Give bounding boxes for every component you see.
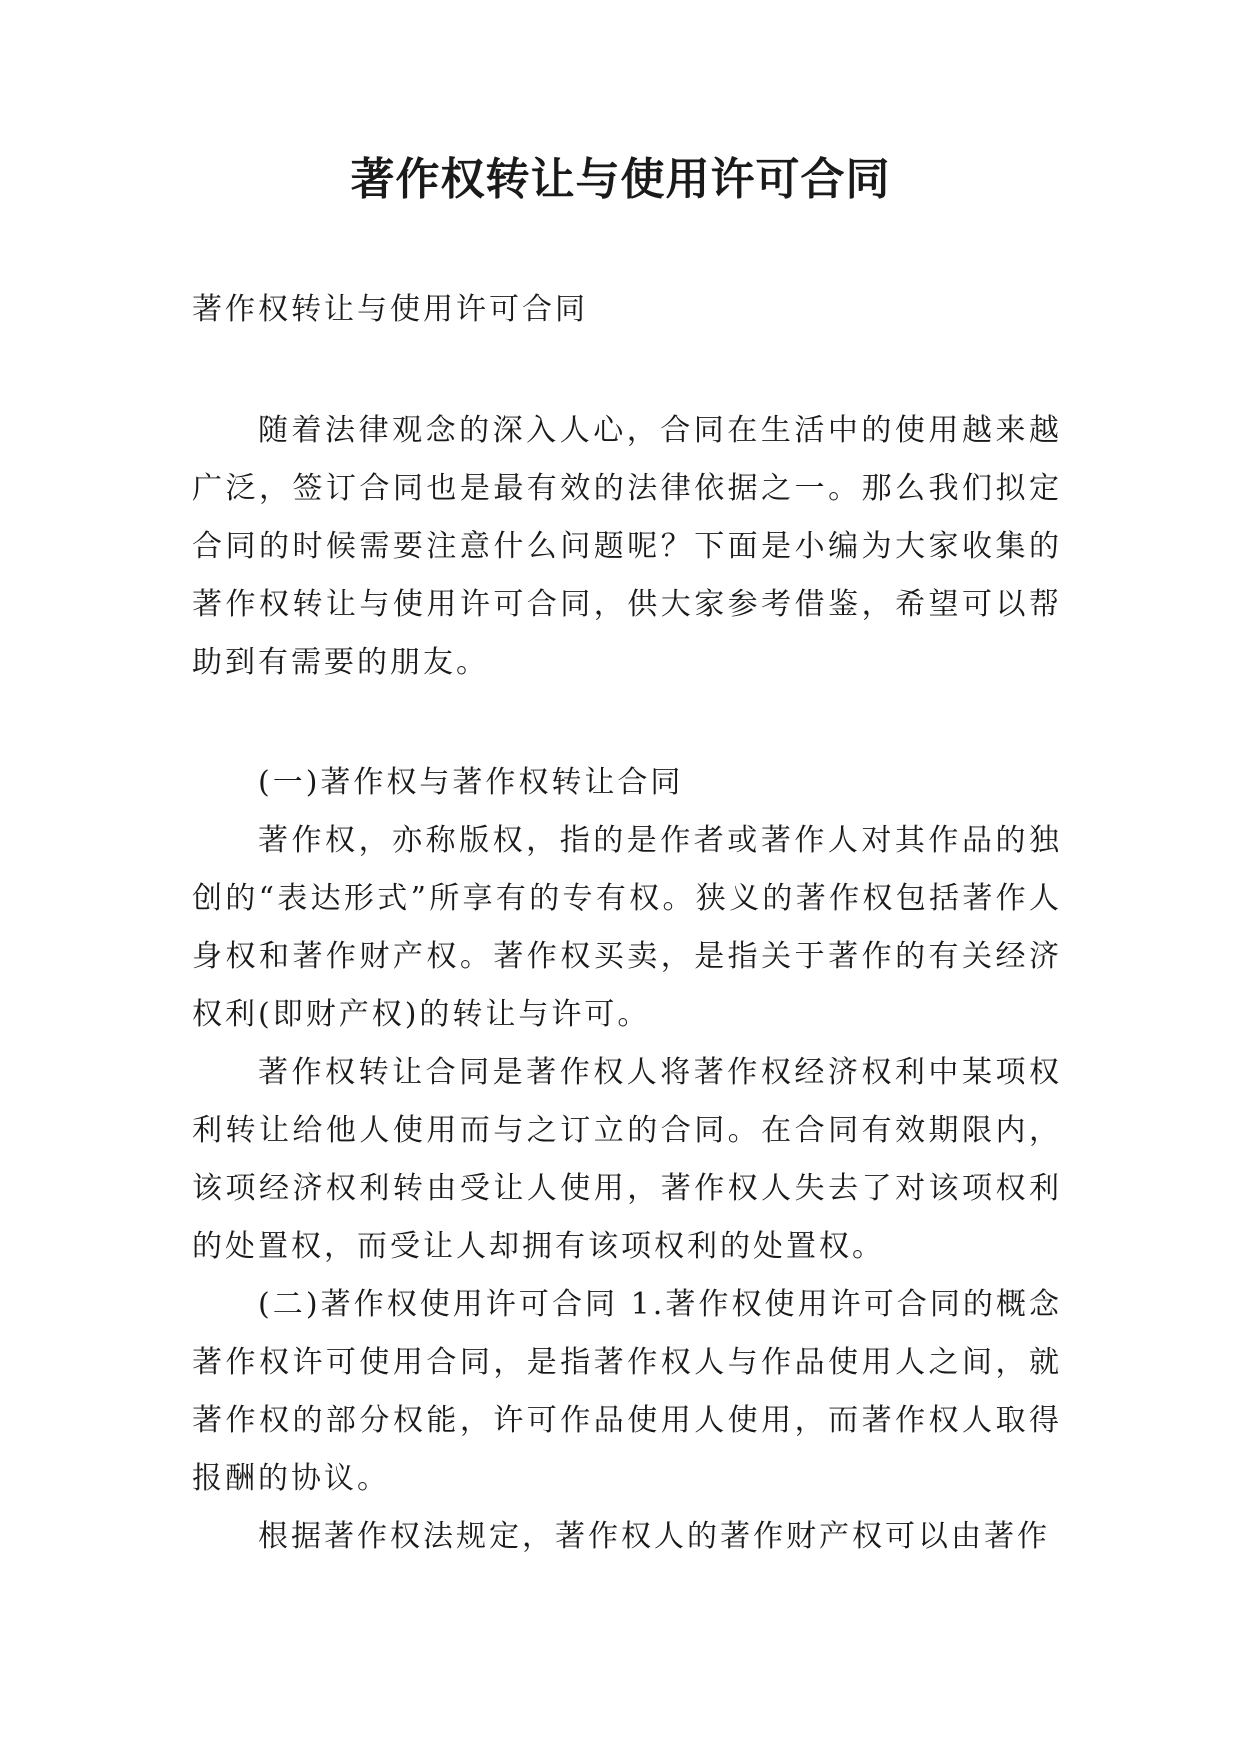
paragraph-intro: 随着法律观念的深入人心，合同在生活中的使用越来越广泛，签订合同也是最有效的法律依据之一。那么我们拟定合同的时候需要注意什么问题呢？下面是小编为大家收集的著作权转让与使用许可合同，供大家参考借鉴，希望可以帮助到有需要的朋友。 [192,413,1062,680]
paragraph-copyright-law: 根据著作权法规定，著作权人的著作财产权可以由著作 [258,1519,1050,1554]
document-subtitle: 著作权转让与使用许可合同 [192,292,588,327]
paragraph-transfer-contract: 著作权转让合同是著作权人将著作权经济权利中某项权利转让给他人使用而与之订立的合同。在合同有效期限内，该项经济权利转由受让人使用，著作权人失去了对该项权利的处置权，而受让人却拥有该项权利的处置权。 [192,1055,1062,1264]
document-title: 著作权转让与使用许可合同 [350,154,891,205]
paragraph-license-contract: (二)著作权使用许可合同 1.著作权使用许可合同的概念著作权许可使用合同，是指著作权人与作品使用人之间，就著作权的部分权能，许可作品使用人使用，而著作权人取得报酬的协议。 [192,1287,1062,1496]
section-heading-1: (一)著作权与著作权转让合同 [258,765,684,800]
paragraph-copyright-definition: 著作权，亦称版权，指的是作者或著作人对其作品的独创的“表达形式”所享有的专有权。狭义的著作权包括著作人身权和著作财产权。著作权买卖，是指关于著作的有关经济权利(即财产权)的转让与许可。 [192,823,1062,1032]
